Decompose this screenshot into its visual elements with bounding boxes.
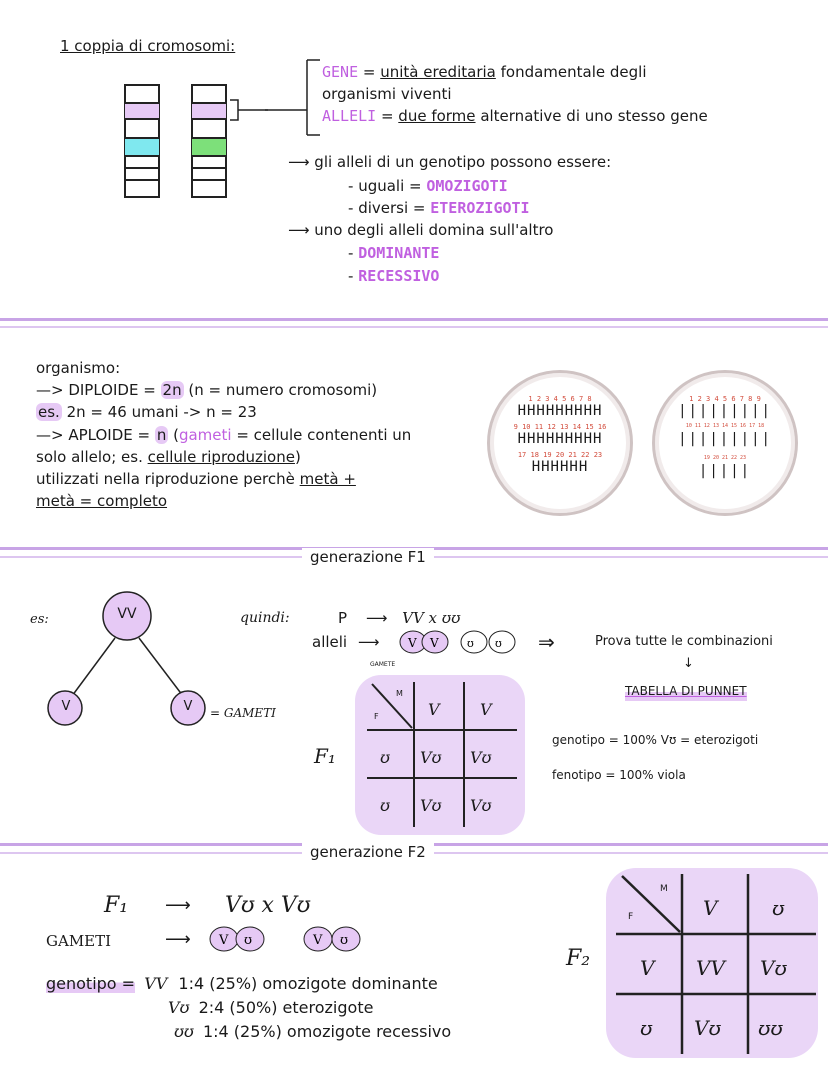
gamete-left: V — [61, 699, 71, 714]
f2-genotipo-line3: ʊʊ 1:4 (25%) omozigote recessivo — [174, 1022, 452, 1041]
svg-text:V: V — [408, 636, 417, 650]
cell-label-row: 10 11 12 13 14 15 16 17 18 — [685, 423, 765, 429]
arrow-right-icon: ⟶ — [165, 895, 191, 916]
diploide-line: —> DIPLOIDE = 2n (n = numero cromosomi) — [36, 381, 378, 399]
svg-text:ʊ: ʊ — [495, 637, 502, 650]
arrow-line-1: ⟶ gli alleli di un genotipo possono essere: — [288, 153, 612, 171]
section-f1-title: generazione F1 — [302, 548, 434, 566]
f2-genotipo-line1: genotipo = VV 1:4 (25%) omozigote dominante — [46, 974, 438, 993]
punnett-f1-f: F — [374, 712, 379, 721]
punnett-f2-col: ʊ — [772, 896, 785, 920]
punnett-f1-cell: Vʊ — [420, 796, 442, 815]
genotipo-f1: genotipo = 100% Vʊ = eterozigoti — [552, 733, 759, 747]
divider-1b — [0, 326, 828, 328]
title-text: 1 coppia di cromosomi: — [60, 37, 236, 55]
f2-label: F₂ — [566, 946, 591, 971]
punnett-f2-f: F — [628, 912, 634, 922]
cell-label-row: 1 2 3 4 5 6 7 8 — [528, 395, 592, 403]
arrow-down-icon: ↓ — [683, 656, 694, 671]
svg-text:ʊ: ʊ — [467, 637, 474, 650]
f2-gamete-circles — [208, 924, 378, 956]
section-f2-title: generazione F2 — [302, 843, 434, 861]
chromosome-row: ||||| — [698, 463, 752, 479]
f1-label: F₁ — [314, 744, 336, 768]
svg-text:ʊ: ʊ — [244, 933, 253, 948]
eterozigoti-line: - diversi = ETEROZIGOTI — [348, 199, 530, 217]
punnett-f2-row-header: ʊ — [640, 1016, 653, 1040]
divider-1 — [0, 318, 828, 321]
arrow-right-icon: ⟶ — [357, 633, 380, 651]
punnett-f1-col: V — [428, 700, 440, 719]
chromosome-row: ||||||||| — [678, 431, 772, 447]
cell-label-row: 19 20 21 22 23 — [703, 455, 747, 461]
punnett-f1-cell: Vʊ — [420, 748, 442, 767]
gameti-label: = GAMETI — [210, 706, 276, 720]
alleli-definition: ALLELI = due forme alternative di uno stesso gene — [322, 107, 708, 125]
f2-gameti-label: GAMETI — [46, 932, 112, 950]
organismo-heading: organismo: — [36, 359, 121, 377]
gamete-right: V — [183, 699, 193, 714]
punnett-f2-cell: Vʊ — [694, 1016, 721, 1040]
chromosome-row: ННННННННН — [517, 431, 603, 447]
cell-label-row: 9 10 11 12 13 14 15 16 — [513, 423, 607, 431]
arrow-right-icon: ⟶ — [288, 153, 310, 171]
gamete-small-label: GAMETE — [370, 661, 396, 668]
diploid-cell — [487, 370, 633, 516]
arrow-right-icon: ⟶ — [288, 221, 310, 239]
recessivo-line: - RECESSIVO — [348, 267, 440, 285]
svg-text:V: V — [219, 933, 229, 948]
svg-text:V: V — [313, 933, 323, 948]
quindi-label: quindi: — [240, 610, 290, 626]
completo-line: metà = completo — [36, 492, 168, 510]
riproduzione-line: utilizzati nella riproduzione perchè metà + — [36, 470, 356, 488]
chromosome-row: ННННННННН — [517, 403, 603, 419]
implies-arrow-icon: ⇒ — [538, 630, 555, 654]
aploide-line: —> APLOIDE = n (gameti = cellule contenenti un — [36, 426, 412, 444]
dominante-line: - DOMINANTE — [348, 244, 440, 262]
punnett-f1-col: V — [480, 700, 492, 719]
p-cross-line: P ⟶ VV x ʊʊ — [338, 609, 461, 627]
chromosome-row: ||||||||| — [678, 403, 772, 419]
chromosome-left — [125, 85, 159, 197]
svg-text:V: V — [430, 636, 439, 650]
punnett-f2-col: V — [703, 896, 718, 920]
gene-definition: GENE = unità ereditaria fondamentale degli — [322, 63, 647, 81]
section1-title — [60, 36, 235, 56]
svg-text:ʊ: ʊ — [340, 933, 349, 948]
punnett-f1-m: M — [396, 689, 403, 698]
parent-genotype: VV — [117, 606, 137, 622]
f2-genotipo-line2: Vʊ 2:4 (50%) eterozigote — [168, 998, 374, 1017]
punnett-f1-row-header: ʊ — [380, 748, 390, 767]
omozigoti-line: - uguali = OMOZIGOTI — [348, 177, 508, 195]
f2-parent-label: F₁ — [104, 893, 129, 918]
punnett-f2-m: M — [660, 884, 668, 894]
alleli-circles — [398, 628, 528, 658]
es-line: es. 2n = 46 umani -> n = 23 — [38, 403, 257, 421]
es-label: es: — [30, 612, 49, 627]
prova-text: Prova tutte le combinazioni — [595, 634, 773, 649]
arrow-right-icon: ⟶ — [165, 929, 191, 950]
haploid-cell — [652, 370, 798, 516]
cell-label-row: 17 18 19 20 21 22 23 — [517, 451, 603, 459]
punnett-f2-cell: ʊʊ — [758, 1016, 783, 1040]
tabella-punnet-label: TABELLA DI PUNNET — [625, 681, 747, 701]
chromosome-pair-diagram — [120, 80, 270, 200]
alleli-line: alleli ⟶ — [312, 633, 380, 651]
f2-cross: Vʊ x Vʊ — [225, 893, 311, 918]
gene-definition-line2: organismi viventi — [322, 85, 452, 103]
arrow-line-2: ⟶ uno degli alleli domina sull'altro — [288, 221, 554, 239]
fenotipo-f1: fenotipo = 100% viola — [552, 768, 686, 782]
arrow-right-icon: ⟶ — [365, 609, 388, 627]
chromosome-row: НННННН — [531, 459, 589, 475]
chromosome-right — [192, 85, 226, 197]
punnett-f2-row-header: V — [640, 956, 655, 980]
bracket-lines — [265, 55, 325, 145]
punnett-f1-row-header: ʊ — [380, 796, 390, 815]
punnett-f1-cell: Vʊ — [470, 796, 492, 815]
aploide-line2: solo allelo; es. cellule riproduzione) — [36, 448, 301, 466]
cell-label-row: 1 2 3 4 5 6 7 8 9 — [689, 395, 761, 403]
punnett-f2-cell: Vʊ — [760, 956, 787, 980]
punnett-f1-cell: Vʊ — [470, 748, 492, 767]
punnett-f2-cell: VV — [696, 956, 725, 980]
